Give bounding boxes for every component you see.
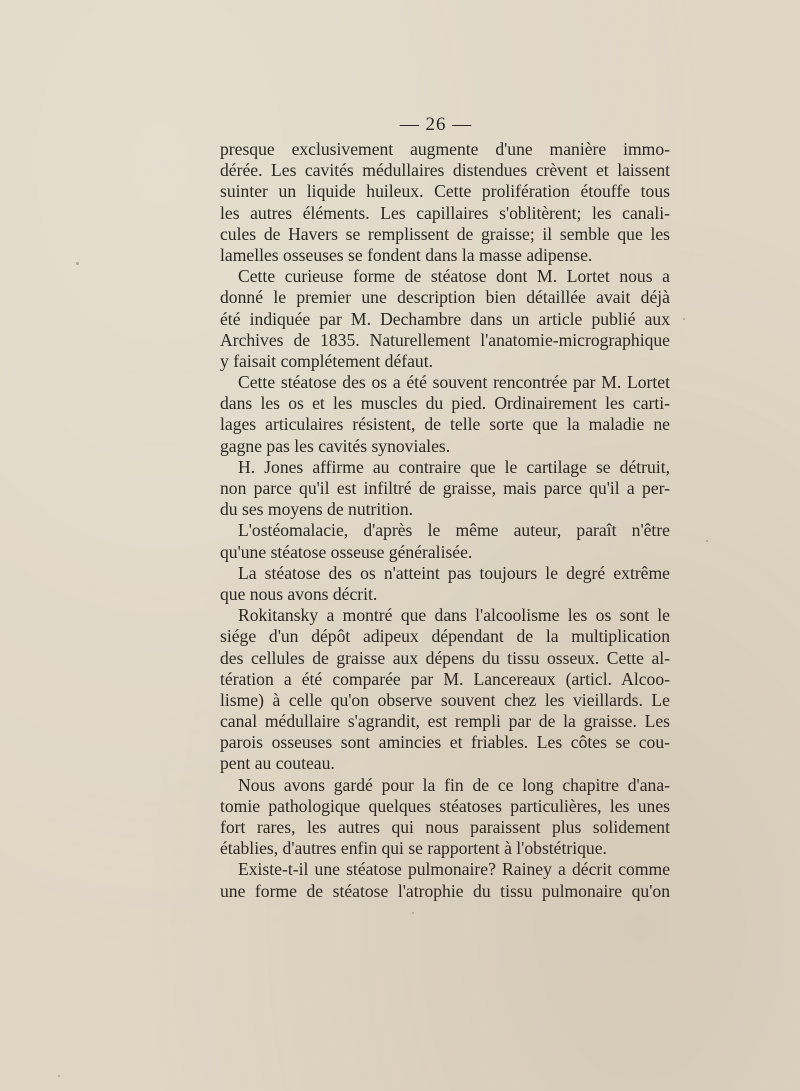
text-line: du ses moyens de nutrition. xyxy=(220,499,414,520)
text-line: Nous avons gardé pour la fin de ce long chapitre d'ana- xyxy=(238,774,670,795)
text-line: cules de Havers se remplissent de graisse; il semble que les xyxy=(220,223,670,244)
text-line: canal médullaire s'agrandit, est rempli par de la graisse. Les xyxy=(220,711,670,732)
text-line: gagne pas les cavités synoviales. xyxy=(220,435,451,456)
text-line: été indiquée par M. Dechambre dans un article publié aux xyxy=(220,308,670,329)
text-line: Cette stéatose des os a été souvent rencontrée par M. Lortet xyxy=(238,372,670,393)
text-line: Rokitansky a montré que dans l'alcoolisme les os sont le xyxy=(238,605,670,626)
paper-speck xyxy=(76,262,79,265)
text-line: qu'une stéatose osseuse généralisée. xyxy=(220,541,473,562)
text-line: presque exclusivement augmente d'une manière immo- xyxy=(220,139,670,159)
text-line: Archives de 1835. Naturellement l'anatomie-micrographique xyxy=(220,329,670,350)
text-line: dans les os et les muscles du pied. Ordinairement les carti- xyxy=(220,393,670,414)
text-line: L'ostéomalacie, d'après le même auteur, paraît n'être xyxy=(238,520,670,541)
text-line: fort rares, les autres qui nous paraissent plus solidement xyxy=(220,817,670,837)
text-line: pent au couteau. xyxy=(220,753,335,774)
text-line: lisme) à celle qu'on observe souvent chez les vieillards. Le xyxy=(220,689,670,710)
text-line: H. Jones affirme au contraire que le cartilage se détruit, xyxy=(238,456,670,477)
text-line: que nous avons décrit. xyxy=(220,583,378,604)
text-line: y faisait complétement défaut. xyxy=(220,350,433,371)
text-line: une forme de stéatose l'atrophie du tissu pulmonaire qu'on xyxy=(220,880,670,901)
paper-speck xyxy=(683,318,685,320)
text-line: tération a été comparée par M. Lancereaux (articl. Alcoo- xyxy=(220,668,670,689)
text-line: établies, d'autres enfin qui se rapportent à l'obstétrique. xyxy=(220,838,607,859)
text-line: non parce qu'il est infiltré de graisse, mais parce qu'il a per- xyxy=(220,478,670,498)
body-text xyxy=(220,139,670,902)
paper-speck xyxy=(706,540,708,542)
text-line: lages articulaires résistent, de telle sorte que la maladie ne xyxy=(220,414,670,435)
page-number: — 26 — xyxy=(399,114,473,135)
text-line: les autres éléments. Les capillaires s'oblitèrent; les canali- xyxy=(220,202,670,223)
text-line: tomie pathologique quelques stéatoses particulières, les unes xyxy=(220,795,670,816)
text-line: siége d'un dépôt adipeux dépendant de la multiplication xyxy=(220,626,670,647)
text-line: lamelles osseuses se fondent dans la masse adipense. xyxy=(220,244,593,265)
paper-speck xyxy=(58,1075,60,1077)
text-line: des cellules de graisse aux dépens du tissu osseux. Cette al- xyxy=(220,647,670,668)
text-line: suinter un liquide huileux. Cette prolifération étouffe tous xyxy=(220,181,670,202)
text-line: parois osseuses sont amincies et friables. Les côtes se cou- xyxy=(220,732,670,753)
text-line: donné le premier une description bien détaillée avait déjà xyxy=(220,287,670,308)
text-line: Cette curieuse forme de stéatose dont M. Lortet nous a xyxy=(238,266,670,287)
paper-speck xyxy=(412,912,414,914)
text-line: dérée. Les cavités médullaires distendues crèvent et laissent xyxy=(220,160,670,181)
text-line: La stéatose des os n'atteint pas toujours le degré extrême xyxy=(238,562,670,583)
text-line: Existe-t-il une stéatose pulmonaire? Rainey a décrit comme xyxy=(238,859,670,880)
